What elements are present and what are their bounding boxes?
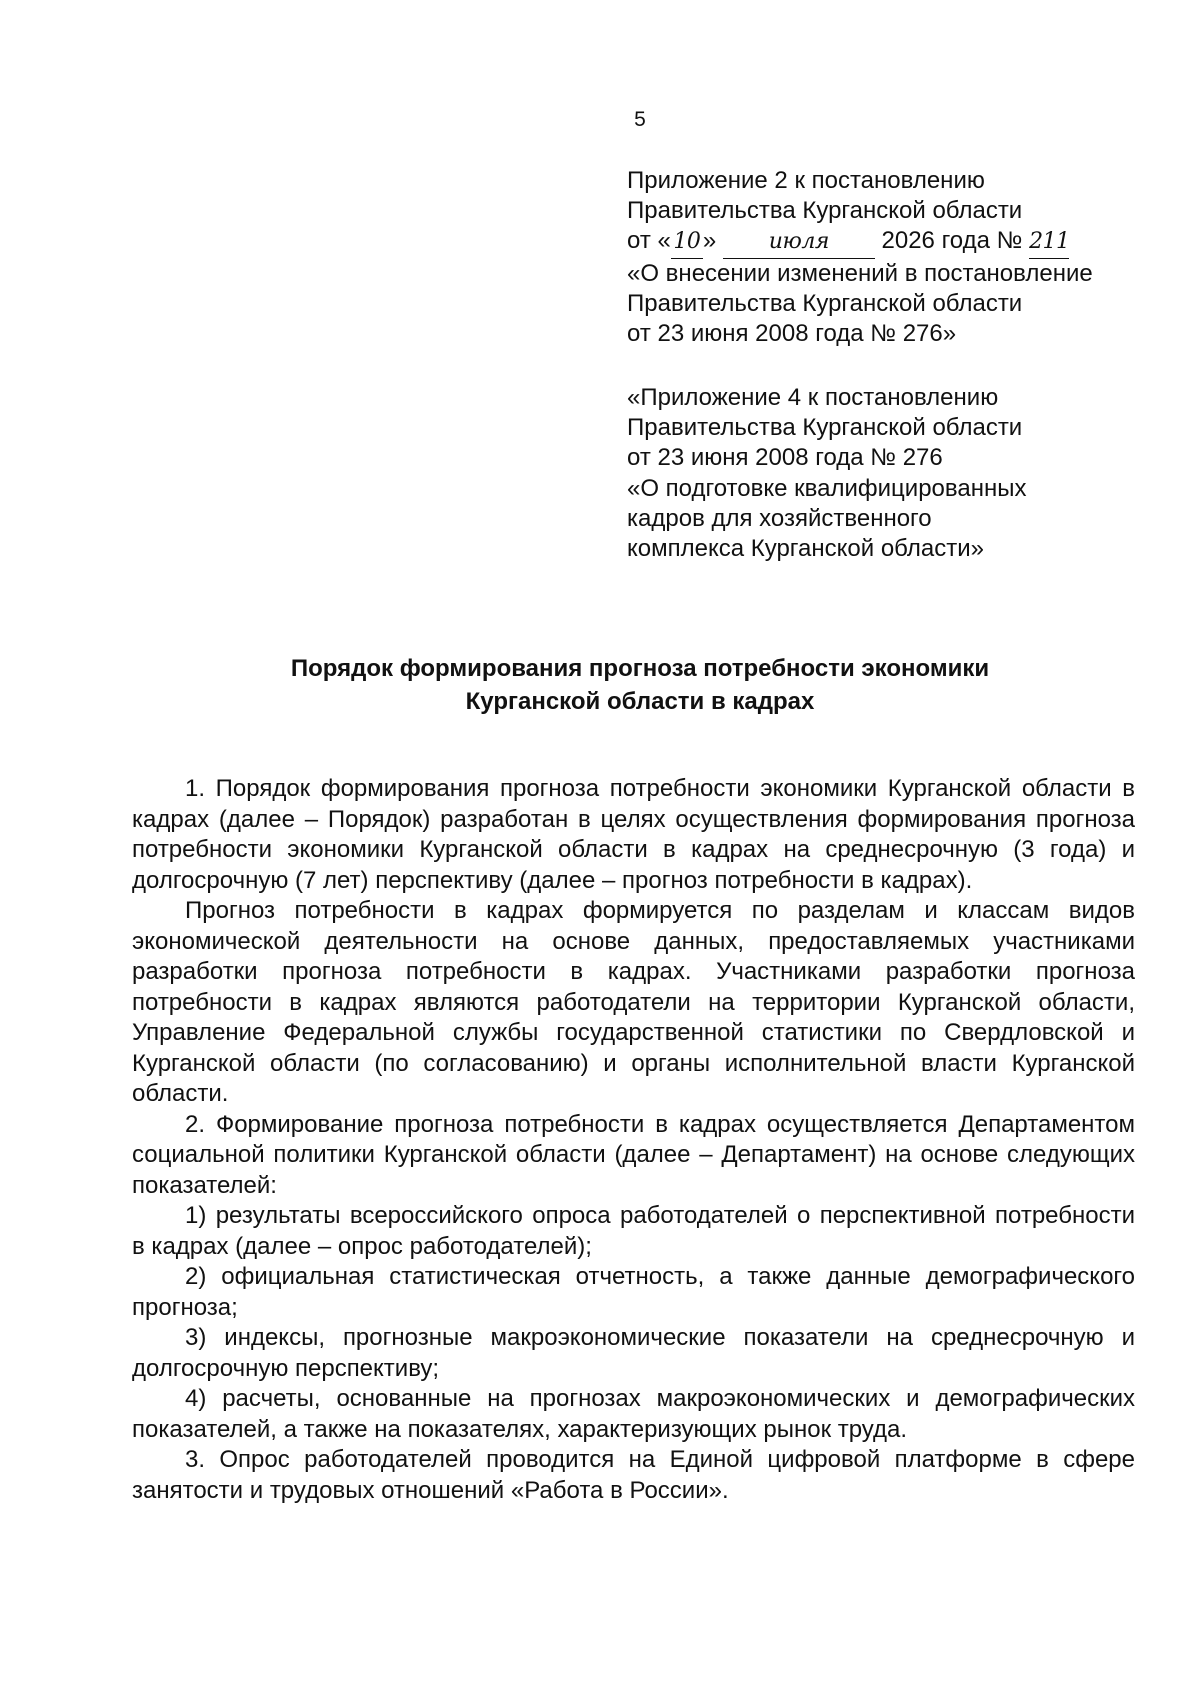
paragraph: 3. Опрос работодателей проводится на Единой цифровой платформе в сфере занятости и трудовых отношений «Работа в России». — [132, 1446, 1135, 1504]
paragraph: 2. Формирование прогноза потребности в кадрах осуществляется Департаментом социальной политики Курганской области (далее – Департамент) на основе следующих показателей: — [132, 1110, 1135, 1199]
document-body — [132, 774, 1135, 1506]
appendix-line: кадров для хозяйственного — [627, 504, 932, 532]
paragraph: Прогноз потребности в кадрах формируется по разделам и классам видов экономической деятельности на основе данных, предоставляемых участниками разработки прогноза потребности в кадрах. Участниками разработки прогноза потребности в кадрах являются работодатели на территории Курганской области, Управление Федеральной службы государственной статистики по Свердловской и Курганской области (по согласованию) и органы исполнительной власти Курганской области. — [132, 897, 1135, 1107]
appendix-line: «О внесении изменений в постановление — [627, 259, 1093, 287]
appendix-line: «О подготовке квалифицированных — [627, 474, 1027, 502]
handwritten-day: 10 — [671, 227, 703, 258]
appendix-line: Правительства Курганской области — [627, 414, 1023, 442]
appendix-line: Приложение 2 к постановлению — [627, 167, 985, 194]
page-number: 5 — [634, 108, 646, 131]
appendix-line: от 23 июня 2008 года № 276 — [627, 444, 943, 472]
appendix-line: «Приложение 4 к постановлению — [627, 384, 999, 411]
appendix-line: от 23 июня 2008 года № 276» — [627, 320, 957, 348]
handwritten-number: 211 — [1029, 227, 1069, 258]
list-item: 4) расчеты, основанные на прогнозах макроэкономических и демографических показателей, а также на показателях, характеризующих рынок труда. — [132, 1385, 1135, 1443]
list-item: 2) официальная статистическая отчетность, а также данные демографического прогноза; — [132, 1263, 1135, 1321]
date-mid: » — [702, 227, 723, 255]
list-item: 1) результаты всероссийского опроса работодателей о перспективной потребности в кадрах (далее – опрос работодателей); — [132, 1202, 1135, 1260]
appendix-reference-block — [627, 383, 1147, 564]
appendix-line: Правительства Курганской области — [627, 197, 1023, 225]
appendix-line: Правительства Курганской области — [627, 289, 1023, 317]
date-prefix: от « — [627, 227, 671, 255]
title-line: Порядок формирования прогноза потребности экономики — [290, 655, 990, 682]
paragraph: 1. Порядок формирования прогноза потребности экономики Курганской области в кадрах (далее – Порядок) разработан в целях осуществления формирования прогноза потребности экономики Курганской области в кадрах на среднесрочную (3 года) и долгосрочную (7 лет) перспективу (далее – прогноз потребности в кадрах). — [132, 775, 1135, 894]
appendix-header-block — [627, 166, 1147, 349]
date-year: 2026 года № — [874, 227, 1030, 255]
appendix-line: комплекса Курганской области» — [627, 535, 984, 563]
document-title — [160, 652, 1120, 718]
handwritten-month: июля — [723, 227, 875, 258]
appendix-date-line — [627, 226, 1147, 258]
list-item: 3) индексы, прогнозные макроэкономические показатели на среднесрочную и долгосрочную перспективу; — [132, 1324, 1135, 1382]
title-line: Курганской области в кадрах — [465, 688, 815, 715]
